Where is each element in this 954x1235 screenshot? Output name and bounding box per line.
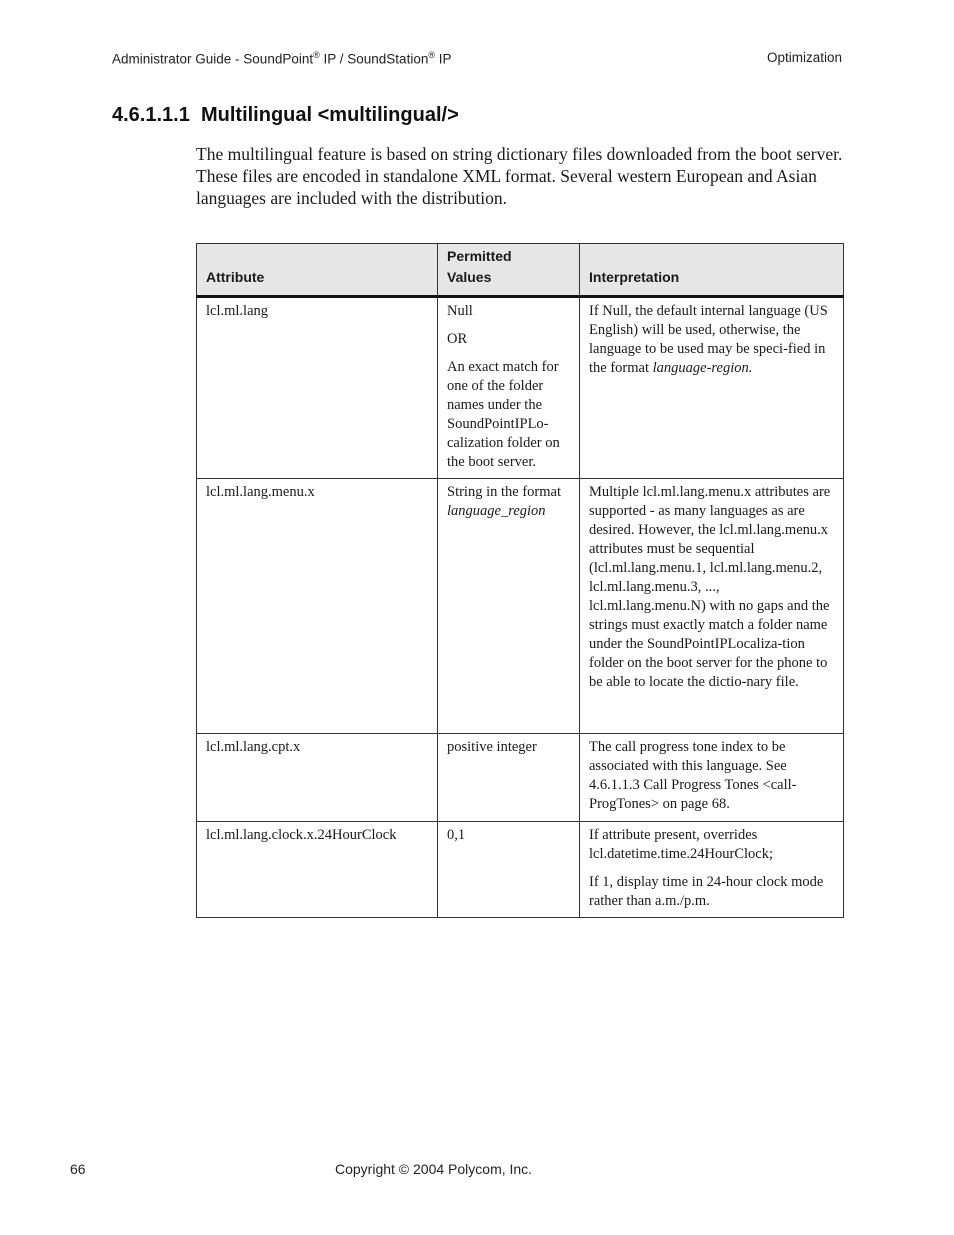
interpretation-italic: language-region.: [652, 360, 753, 376]
attribute-table: [196, 243, 844, 918]
header-permitted-values: [438, 244, 580, 297]
running-header-title: [112, 50, 452, 67]
attribute-cell: lcl.ml.lang.menu.x: [197, 479, 438, 734]
header-permitted-line2: Values: [447, 269, 492, 285]
guide-title-prefix: Administrator Guide - SoundPoint: [112, 51, 314, 67]
interpretation-cell: Multiple lcl.ml.lang.menu.x attributes are supported - as many languages as are desired. However, the lcl.ml.lang.menu.x attributes must be sequential (lcl.ml.lang.menu.1, lcl.ml.lang.menu.2, lcl.ml.lang.menu.3, ..., lcl.ml.lang.menu.N) with no gaps and the strings must exactly match a folder name under the SoundPointIPLocaliza-tion folder on the boot server for the phone to be able to locate the dictio-nary file.: [580, 479, 844, 734]
values-cell: 0,1: [438, 822, 580, 918]
page-number: 66: [70, 1161, 86, 1177]
section-heading: [112, 104, 459, 127]
interpretation-cell: [580, 297, 844, 479]
section-number: 4.6.1.1.1: [112, 104, 190, 126]
registered-mark: ®: [428, 50, 435, 60]
intro-paragraph: The multilingual feature is based on string dictionary files downloaded from the boot server. These files are encoded in standalone XML format. Several western European and Asian languages are included with the distribution.: [196, 144, 843, 208]
interpretation-cell: The call progress tone index to be associated with this language. See 4.6.1.1.3 Call Progress Tones <call-ProgTones> on page 68.: [580, 734, 844, 822]
header-attribute: Attribute: [197, 244, 438, 297]
value-text: OR: [447, 331, 468, 347]
header-permitted-line1: Permitted: [447, 248, 512, 264]
values-cell: [438, 479, 580, 734]
table-header-row: [197, 244, 844, 297]
section-title: Multilingual <multilingual/>: [200, 104, 459, 126]
value-text: String in the format: [447, 484, 561, 500]
interpretation-text: If Null, the default internal language (US English) will be used, otherwise, the language to be used may be speci-fied in the format: [589, 303, 828, 376]
interpretation-text: If attribute present, overrides lcl.datetime.time.24HourClock;: [589, 827, 774, 862]
value-text: An exact match for one of the folder names under the SoundPointIPLo-calization folder on the boot server.: [447, 359, 560, 470]
guide-title-middle: IP / SoundStation: [319, 51, 429, 67]
interpretation-text: If 1, display time in 24-hour clock mode rather than a.m./p.m.: [589, 874, 824, 909]
attribute-cell: lcl.ml.lang.cpt.x: [197, 734, 438, 822]
table-row: [197, 822, 844, 918]
attribute-cell: lcl.ml.lang.clock.x.24HourClock: [197, 822, 438, 918]
header-interpretation: Interpretation: [580, 244, 844, 297]
interpretation-cell: [580, 822, 844, 918]
guide-title-suffix: IP: [434, 51, 452, 67]
copyright-notice: Copyright © 2004 Polycom, Inc.: [335, 1161, 533, 1177]
table-row: [197, 479, 844, 734]
value-text: Null: [447, 303, 473, 319]
table-row: [197, 297, 844, 479]
registered-mark: ®: [313, 50, 320, 60]
value-italic: language_region: [447, 503, 546, 519]
table-row: [197, 734, 844, 822]
running-header-section: Optimization: [766, 50, 842, 65]
values-cell: [438, 297, 580, 479]
attribute-cell: lcl.ml.lang: [197, 297, 438, 479]
values-cell: positive integer: [438, 734, 580, 822]
